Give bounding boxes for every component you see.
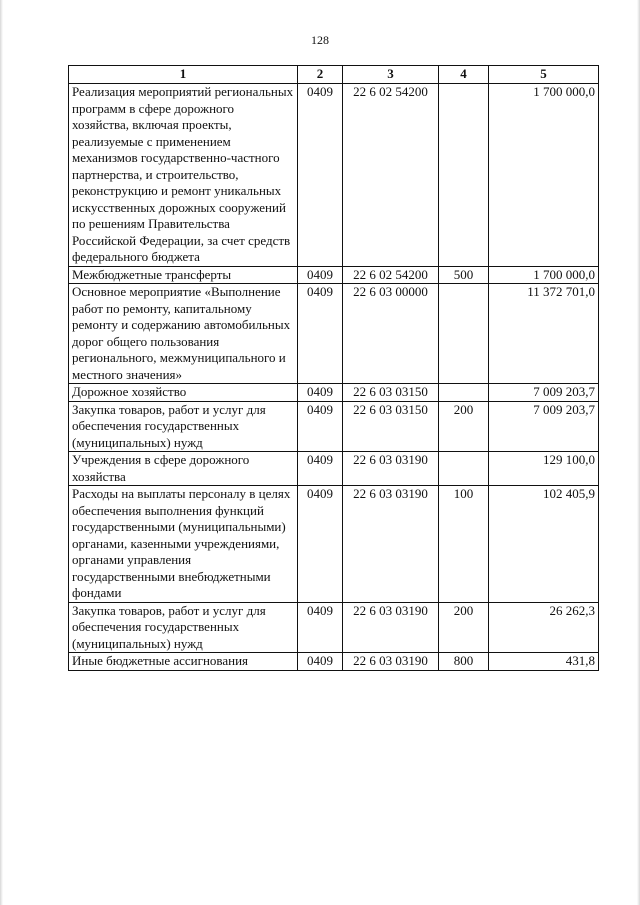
row-expense-type <box>439 452 489 486</box>
row-amount: 129 100,0 <box>489 452 599 486</box>
row-target-code: 22 6 03 03190 <box>343 653 439 671</box>
row-amount: 26 262,3 <box>489 602 599 653</box>
table-row <box>69 401 599 452</box>
header-cell-2: 2 <box>298 66 343 84</box>
row-name: Межбюджетные трансферты <box>69 266 298 284</box>
row-target-code: 22 6 03 03190 <box>343 486 439 603</box>
row-amount: 11 372 701,0 <box>489 284 599 384</box>
table-row <box>69 486 599 603</box>
row-name: Дорожное хозяйство <box>69 384 298 402</box>
row-section-code: 0409 <box>298 384 343 402</box>
row-expense-type <box>439 284 489 384</box>
row-name: Иные бюджетные ассигнования <box>69 653 298 671</box>
row-section-code: 0409 <box>298 486 343 603</box>
row-expense-type: 200 <box>439 602 489 653</box>
header-cell-5: 5 <box>489 66 599 84</box>
header-cell-1: 1 <box>69 66 298 84</box>
row-amount: 7 009 203,7 <box>489 384 599 402</box>
row-amount: 7 009 203,7 <box>489 401 599 452</box>
row-name: Основное мероприятие «Выполнение работ по ремонту, капитальному ремонту и содержанию автомобильных дорог общего пользования регионального, межмуниципального и местного значения» <box>69 284 298 384</box>
table-row <box>69 84 599 267</box>
row-name: Закупка товаров, работ и услуг для обеспечения государственных (муниципальных) нужд <box>69 401 298 452</box>
row-section-code: 0409 <box>298 602 343 653</box>
page-number: 128 <box>311 33 329 47</box>
row-expense-type <box>439 384 489 402</box>
row-section-code: 0409 <box>298 84 343 267</box>
row-expense-type: 100 <box>439 486 489 603</box>
header-cell-3: 3 <box>343 66 439 84</box>
row-name: Расходы на выплаты персоналу в целях обеспечения выполнения функций государственными (муниципальными) органами, казенными учреждениями, органами управления государственными внебюджетными фондами <box>69 486 298 603</box>
row-target-code: 22 6 03 03150 <box>343 401 439 452</box>
row-amount: 102 405,9 <box>489 486 599 603</box>
table-row <box>69 266 599 284</box>
row-target-code: 22 6 03 03150 <box>343 384 439 402</box>
row-expense-type <box>439 84 489 267</box>
scan-edge-left <box>0 0 3 905</box>
row-target-code: 22 6 02 54200 <box>343 266 439 284</box>
row-target-code: 22 6 03 03190 <box>343 602 439 653</box>
row-name: Реализация мероприятий региональных программ в сфере дорожного хозяйства, включая проекты, реализуемые с применением механизмов государственно-частного партнерства, и строительство, реконструкцию и ремонт уникальных искусственных дорожных сооружений по решениям Правительства Российской Федерации, за счет средств федерального бюджета <box>69 84 298 267</box>
row-target-code: 22 6 03 03190 <box>343 452 439 486</box>
header-cell-4: 4 <box>439 66 489 84</box>
budget-table <box>68 65 599 671</box>
row-target-code: 22 6 03 00000 <box>343 284 439 384</box>
table-row <box>69 653 599 671</box>
row-expense-type: 500 <box>439 266 489 284</box>
row-amount: 1 700 000,0 <box>489 84 599 267</box>
row-target-code: 22 6 02 54200 <box>343 84 439 267</box>
table-row <box>69 452 599 486</box>
row-amount: 1 700 000,0 <box>489 266 599 284</box>
header-row <box>69 66 599 84</box>
row-section-code: 0409 <box>298 266 343 284</box>
row-section-code: 0409 <box>298 452 343 486</box>
table-row <box>69 284 599 384</box>
row-name: Закупка товаров, работ и услуг для обеспечения государственных (муниципальных) нужд <box>69 602 298 653</box>
row-section-code: 0409 <box>298 653 343 671</box>
table-row <box>69 602 599 653</box>
row-name: Учреждения в сфере дорожного хозяйства <box>69 452 298 486</box>
row-section-code: 0409 <box>298 401 343 452</box>
row-amount: 431,8 <box>489 653 599 671</box>
row-expense-type: 200 <box>439 401 489 452</box>
row-expense-type: 800 <box>439 653 489 671</box>
table-row <box>69 384 599 402</box>
row-section-code: 0409 <box>298 284 343 384</box>
